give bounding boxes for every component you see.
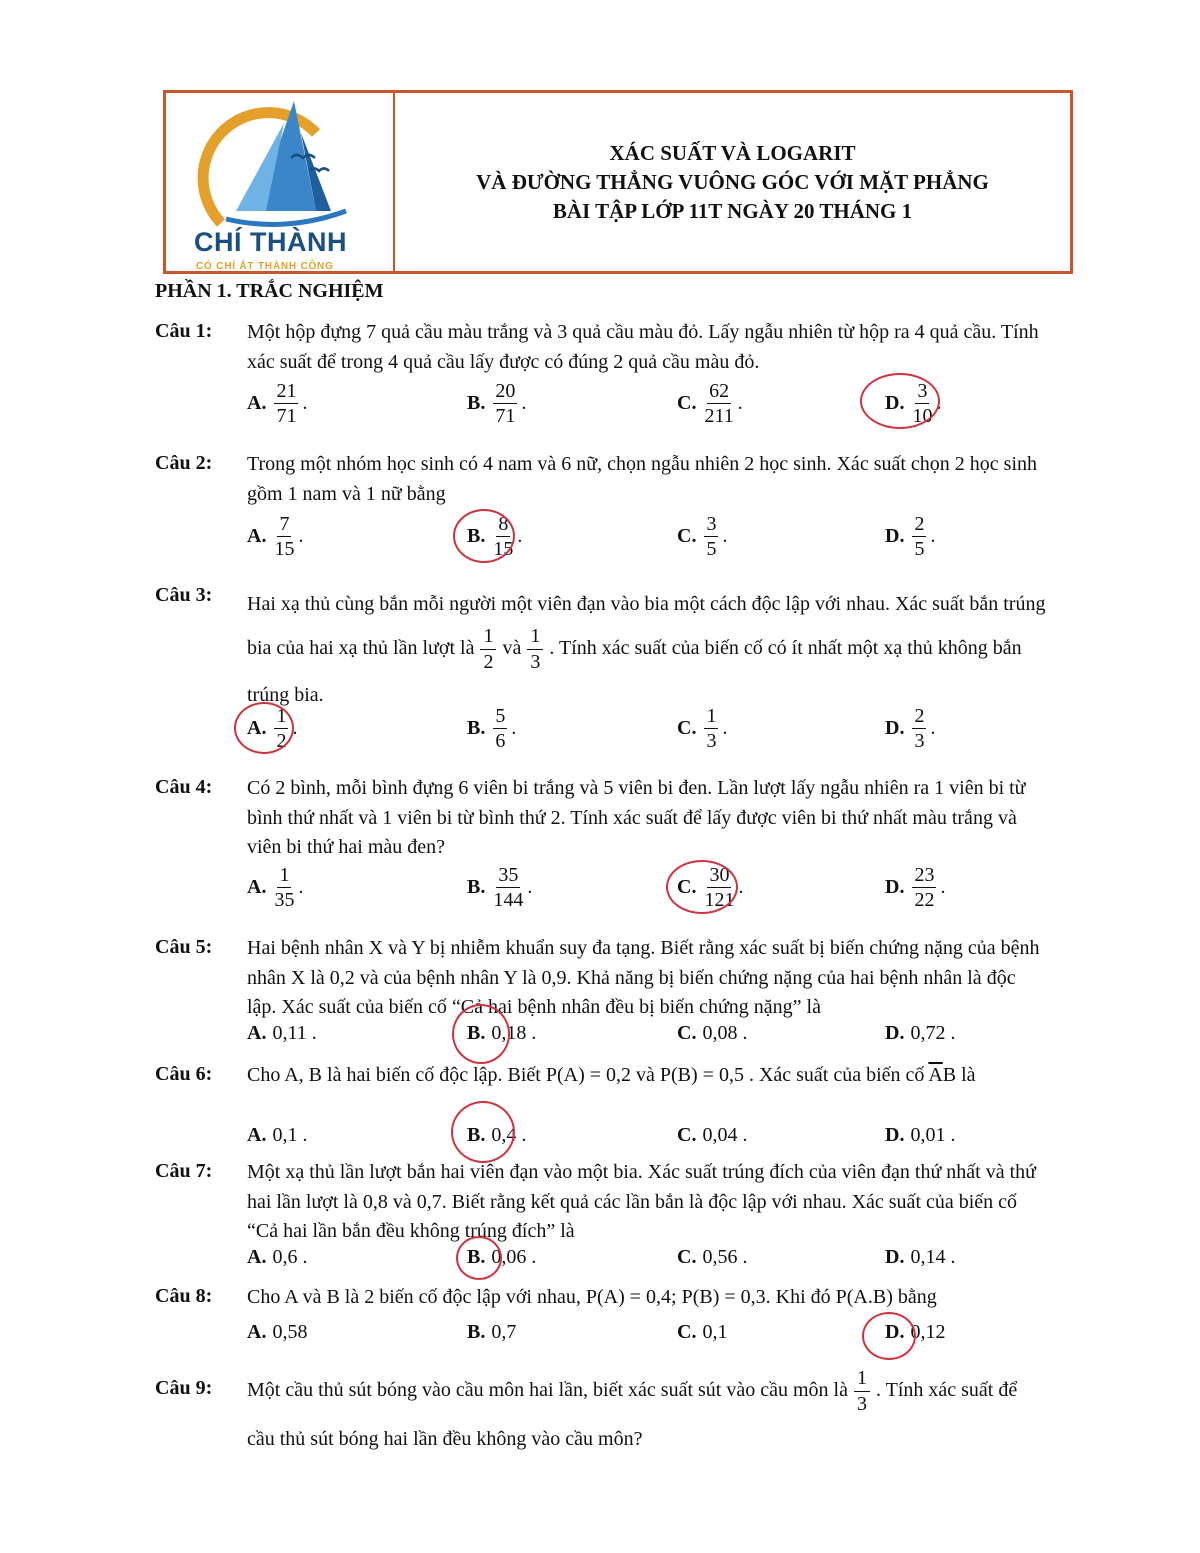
option-c: C. $\frac{1}{3}$ . [677,705,728,752]
option-a: A. 0,11 . [247,1022,317,1044]
title-line-2: VÀ ĐƯỜNG THẲNG VUÔNG GÓC VỚI MẶT PHẲNG [476,169,989,194]
option-c: C. 0,04 . [677,1124,748,1146]
question-text: Một cầu thủ sút bóng vào cầu môn hai lần, biết xác suất sút vào cầu môn là $\frac{1}{3}$ . Tính xác suất để cầu thủ sút bóng hai lần đều không vào cầu môn? [247,1366,1018,1450]
question-text: Trong một nhóm học sinh có 4 nam và 6 nữ, chọn ngẫu nhiên 2 học sinh. Xác suất chọn 2 học sinh gồm 1 nam và 1 nữ bằng [247,453,1037,505]
title-line-3: BÀI TẬP LỚP 11T NGÀY 20 THÁNG 1 [552,198,913,223]
question-label: Câu 4: [155,776,213,798]
question-text: Hai bệnh nhân X và Y bị nhiễm khuẩn suy đa tạng. Biết rằng xác suất bị biến chứng nặng của bệnh nhân X là 0,2 và của bệnh nhân Y là 0,9. Khả năng bị biến chứng nặng của hai bệnh nhân là độc lập. Xác suất của biến cố “Cả hai bệnh nhân đều bị biến chứng nặng” là [247,937,1040,1018]
question-text: Cho A và B là 2 biến cố độc lập với nhau, P(A) = 0,4; P(B) = 0,3. Khi đó P(A.B) bằng [247,1286,937,1308]
option-d: D. $\frac{2}{5}$ . [885,513,936,560]
question-text: Một hộp đựng 7 quả cầu màu trắng và 3 quả cầu màu đỏ. Lấy ngẫu nhiên từ hộp ra 4 quả cầu. Tính xác suất để trong 4 quả cầu lấy được có đúng 2 quả cầu màu đỏ. [247,321,1039,373]
option-c: C. $\frac{30}{121}$ . [677,864,744,911]
question-text: Cho A, B là hai biến cố độc lập. Biết P(A) = 0,2 và P(B) = 0,5 . Xác suất của biến cố $\overline{A}B$ là [247,1064,976,1086]
option-b: B. 0,06 . [467,1246,537,1268]
option-a: A. $\frac{1}{35}$ . [247,864,304,911]
option-b: B. $\frac{20}{71}$ . [467,380,527,427]
question-label: Câu 5: [155,936,213,958]
option-d: D. 0,72 . [885,1022,956,1044]
option-a: A. $\frac{21}{71}$ . [247,380,308,427]
question-label: Câu 9: [155,1377,213,1399]
question-text: Có 2 bình, mỗi bình đựng 6 viên bi trắng và 5 viên bi đen. Lần lượt lấy ngẫu nhiên ra 1 viên bi từ bình thứ nhất và 1 viên bi từ bình thứ 2. Tính xác suất để lấy được viên bi thứ nhất màu trắng và viên bi thứ hai màu đen? [247,777,1026,858]
option-c: C. $\frac{62}{211}$ . [677,380,743,427]
option-d: D. 0,12 [885,1321,946,1343]
question-label: Câu 6: [155,1063,213,1085]
option-d: D. $\frac{3}{10}$ . [885,380,942,427]
title-line-1: XÁC SUẤT VÀ LOGARIT [609,140,856,165]
option-b: B. $\frac{35}{144}$ . [467,864,533,911]
option-d: D. 0,14 . [885,1246,956,1268]
logo-slogan: CÓ CHÍ ẮT THÀNH CÔNG [196,261,334,272]
option-a: A. 0,1 . [247,1124,308,1146]
option-b: B. $\frac{5}{6}$ . [467,705,517,752]
logo [166,93,395,271]
option-a: A. 0,58 [247,1321,308,1343]
option-c: C. $\frac{3}{5}$ . [677,513,728,560]
question-label: Câu 7: [155,1160,213,1182]
section-title: PHẦN 1. TRẮC NGHIỆM [155,280,384,302]
option-d: D. $\frac{23}{22}$ . [885,864,946,911]
option-d: D. 0,01 . [885,1124,956,1146]
header-box [163,90,1073,274]
option-a: A. 0,6 . [247,1246,308,1268]
option-c: C. 0,08 . [677,1022,748,1044]
option-b: B. 0,7 [467,1321,517,1343]
option-a: A. $\frac{7}{15}$ . [247,513,304,560]
question-text: Một xạ thủ lần lượt bắn hai viên đạn vào một bia. Xác suất trúng đích của viên đạn thứ nhất và thứ hai lần lượt là 0,8 và 0,7. Biết rằng kết quả các lần bắn là độc lập với nhau. Xác suất của biến cố “Cả hai lần bắn đều không trúng đích” là [247,1161,1037,1242]
question-label: Câu 8: [155,1285,213,1307]
option-b: B. $\frac{8}{15}$ . [467,513,523,560]
option-b: B. 0,18 . [467,1022,537,1044]
question-label: Câu 3: [155,584,213,606]
document-title [395,93,1070,271]
option-c: C. 0,1 [677,1321,728,1343]
option-a: A. $\frac{1}{2}$ . [247,705,298,752]
option-b: B. 0,4 . [467,1124,527,1146]
option-d: D. $\frac{2}{3}$ . [885,705,936,752]
option-c: C. 0,56 . [677,1246,748,1268]
question-label: Câu 2: [155,452,213,474]
question-label: Câu 1: [155,320,213,342]
logo-brand: CHÍ THÀNH [194,227,347,257]
question-text: Hai xạ thủ cùng bắn mỗi người một viên đạn vào bia một cách độc lập với nhau. Xác suất bắn trúng bia của hai xạ thủ lần lượt là $\frac{1}{2}$ và $\frac{1}{3}$ . Tính xác suất của biến cố có ít nhất một xạ thủ không bắn trúng bia. [247,593,1046,706]
